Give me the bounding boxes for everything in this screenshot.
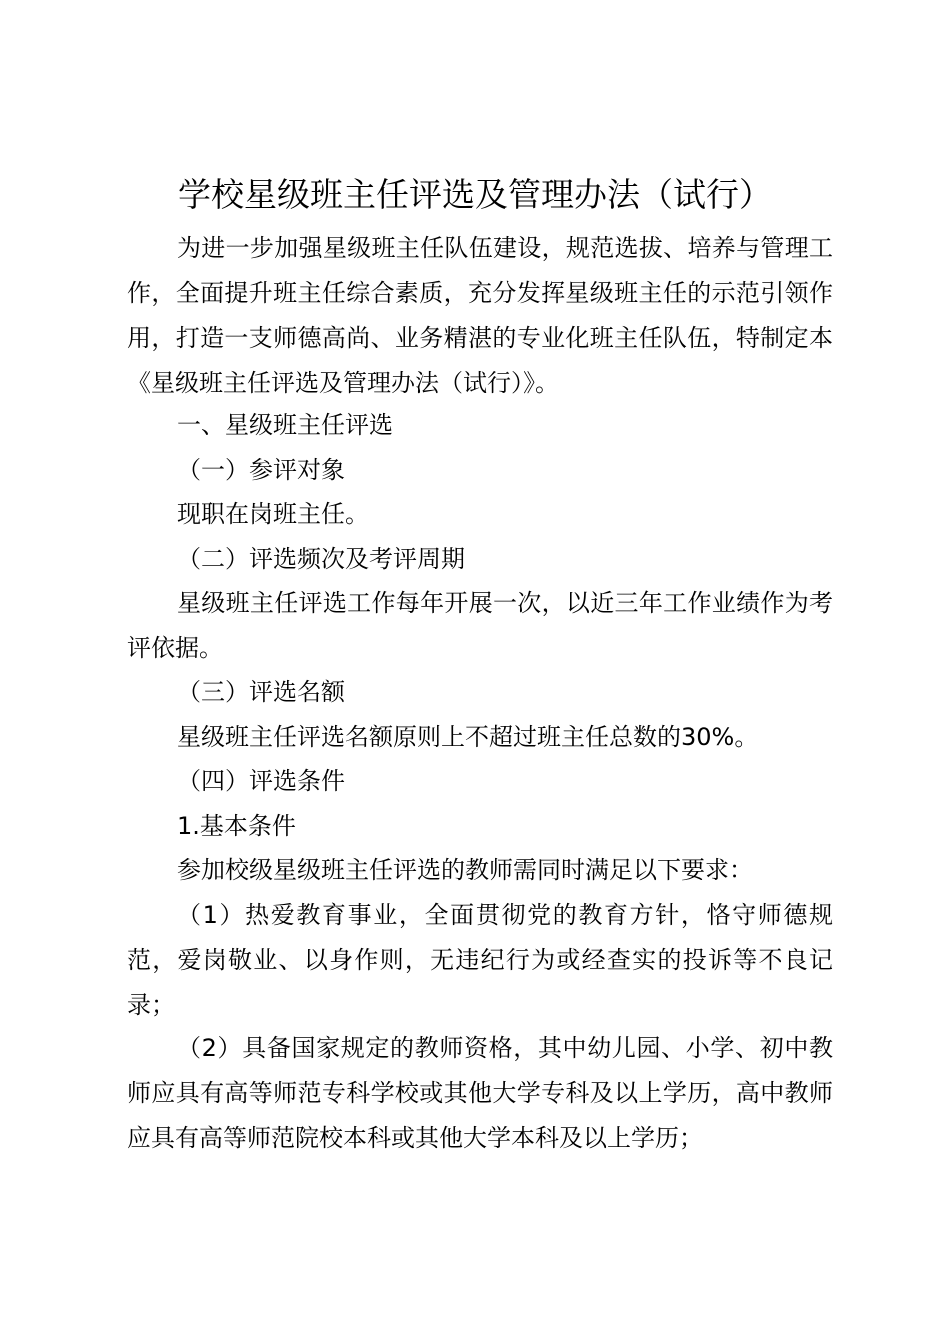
condition-2: （2）具备国家规定的教师资格，其中幼儿园、小学、初中教师应具有高等师范专科学校或其他大学专科及以上学历，高中教师应具有高等师范院校本科或其他大学本科及以上学历； bbox=[127, 1034, 833, 1152]
subsection-heading-3: （三）评选名额 bbox=[177, 678, 345, 706]
subsection-body-1: 现职在岗班主任。 bbox=[177, 500, 369, 528]
subsection-heading-1: （一）参评对象 bbox=[177, 456, 345, 484]
section-heading-1: 一、星级班主任评选 bbox=[177, 411, 393, 439]
document-title: 学校星级班主任评选及管理办法（试行） bbox=[178, 175, 772, 214]
subsection-body-3: 星级班主任评选名额原则上不超过班主任总数的30%。 bbox=[177, 723, 759, 751]
item-heading-1: 1.基本条件 bbox=[177, 812, 296, 840]
intro-paragraph: 为进一步加强星级班主任队伍建设，规范选拔、培养与管理工作，全面提升班主任综合素质，充分发挥星级班主任的示范引领作用，打造一支师德高尚、业务精湛的专业化班主任队伍，特制定本《星级班主任评选及管理办法（试行）》。 bbox=[127, 234, 833, 397]
subsection-heading-2: （二）评选频次及考评周期 bbox=[177, 545, 465, 573]
subsection-body-2: 星级班主任评选工作每年开展一次，以近三年工作业绩作为考评依据。 bbox=[127, 589, 833, 662]
subsection-heading-4: （四）评选条件 bbox=[177, 767, 345, 795]
item-intro-1: 参加校级星级班主任评选的教师需同时满足以下要求： bbox=[177, 856, 753, 884]
condition-1: （1）热爱教育事业，全面贯彻党的教育方针，恪守师德规范，爱岗敬业、以身作则，无违纪行为或经查实的投诉等不良记录； bbox=[127, 901, 833, 1019]
